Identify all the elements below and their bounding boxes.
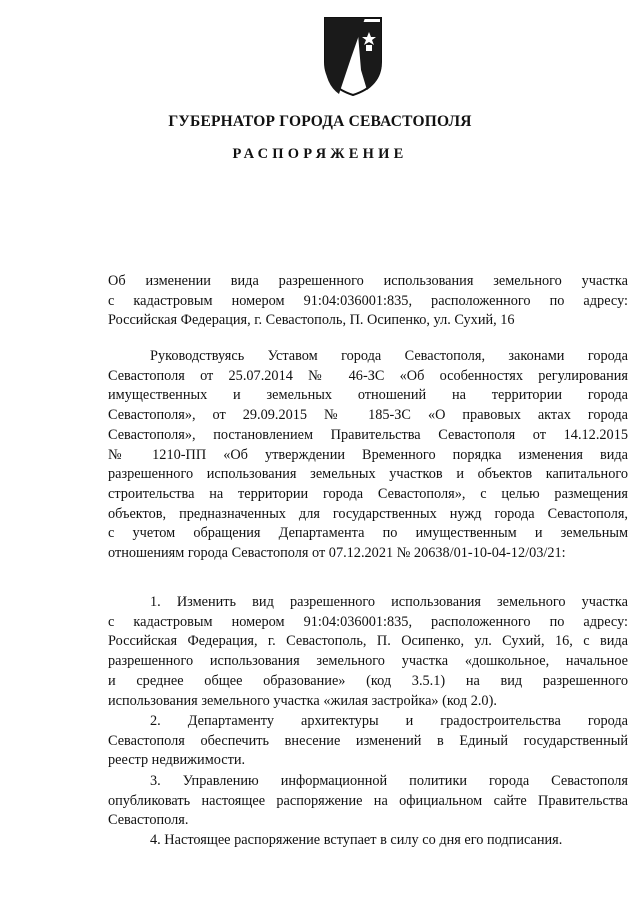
item-1-line: использования земельного участка «жилая застройка» (код 2.0). [108, 692, 497, 709]
item-2-paragraph [108, 712, 628, 771]
preamble-paragraph [108, 347, 628, 564]
organization-title: ГУБЕРНАТОР ГОРОДА СЕВАСТОПОЛЯ [168, 113, 472, 130]
item-3-line: 3. Управлению информационной политики города Севастополя [150, 773, 628, 789]
item-3-line: Севастополя. [108, 812, 189, 829]
item-2-line: реестр недвижимости. [108, 752, 246, 769]
item-2-line: Севастополя обеспечить внесение изменений в Единый государственный [108, 732, 628, 749]
subject-line: Об изменении вида разрешенного использования земельного участка [108, 273, 628, 289]
document-type-title: РАСПОРЯЖЕНИЕ [232, 146, 408, 162]
preamble-line: с учетом обращения Департамента по имущественным и земельным [108, 525, 628, 542]
preamble-line: разрешенного использования земельных участков и объектов капитального [108, 466, 628, 483]
sevastopol-coat-of-arms-icon [321, 14, 385, 98]
preamble-line: отношениям города Севастополя от 07.12.2021 № 20638/01-10-04-12/03/21: [108, 545, 566, 562]
item-1-line: Российская Федерация, г. Севастополь, П. Осипенко, ул. Сухий, 16, с вида [108, 633, 628, 650]
item-1-line: с кадастровым номером 91:04:036001:835, расположенного по адресу: [108, 613, 628, 630]
item-4-paragraph [108, 831, 628, 851]
item-2-line: 2. Департаменту архитектуры и градостроительства города [150, 713, 628, 729]
item-1-line: и среднее общее образование» (код 3.5.1) на вид разрешенного [108, 672, 628, 689]
subject-line: с кадастровым номером 91:04:036001:835, расположенного по адресу: [108, 292, 628, 309]
preamble-line: объектов, предназначенных для государственных нужд города Севастополя, [108, 505, 628, 522]
subject-line: Российская Федерация, г. Севастополь, П. Осипенко, ул. Сухий, 16 [108, 312, 515, 328]
preamble-line: Севастополя», постановлением Правительства Севастополя от 14.12.2015 [108, 426, 628, 443]
preamble-line: Севастополя от 25.07.2014 № 46-ЗС «Об особенностях регулирования [108, 367, 628, 384]
item-1-line: разрешенного использования земельного участка «дошкольное, начальное [108, 653, 628, 670]
preamble-line: Руководствуясь Уставом города Севастополя, законами города [150, 348, 628, 364]
item-3-paragraph [108, 772, 628, 831]
document-subject [108, 272, 628, 331]
preamble-line: строительства на территории города Севастополя», с целью размещения [108, 485, 628, 502]
item-3-line: опубликовать настоящее распоряжение на официальном сайте Правительства [108, 792, 628, 809]
preamble-line: имущественных и земельных отношений на территории города [108, 387, 628, 404]
item-1-paragraph [108, 593, 628, 711]
preamble-line: Севастополя», от 29.09.2015 № 185-ЗС «О правовых актах города [108, 407, 628, 424]
preamble-line: № 1210-ПП «Об утверждении Временного порядка изменения вида [108, 446, 628, 463]
item-1-line: 1. Изменить вид разрешенного использования земельного участка [150, 594, 628, 610]
item-4-line: 4. Настоящее распоряжение вступает в силу со дня его подписания. [150, 832, 563, 848]
